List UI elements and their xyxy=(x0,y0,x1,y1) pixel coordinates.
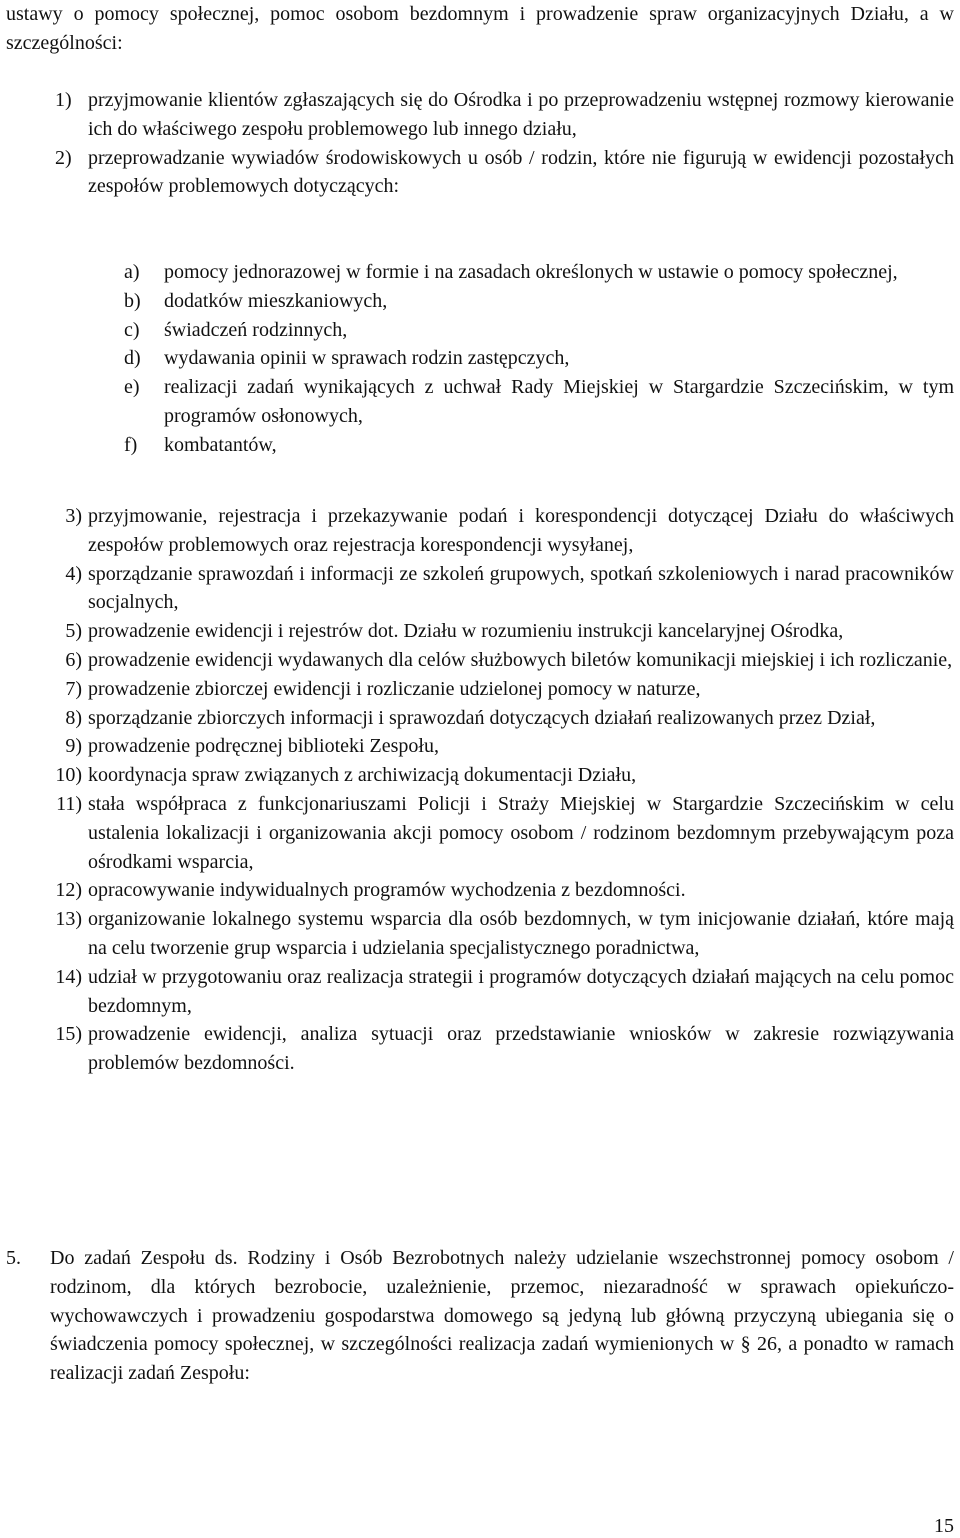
list-item-text: prowadzenie podręcznej biblioteki Zespołu, xyxy=(88,735,439,758)
list-item-number: 15) xyxy=(55,1023,82,1046)
sub-list-item-letter: e) xyxy=(124,376,140,399)
sub-list-item-letter: b) xyxy=(124,289,141,312)
list-item xyxy=(0,646,960,675)
list-item xyxy=(0,617,960,646)
list-item-text: przyjmowanie klientów zgłaszających się do Ośrodka i po przeprowadzeniu wstępnej rozmowy kierowanie ich do właściwego zespołu problemowego lub innego działu, xyxy=(88,89,954,140)
list-item-text: prowadzenie ewidencji, analiza sytuacji oraz przedstawianie wniosków w zakresie rozwiązywania problemów bezdomności. xyxy=(88,1023,954,1075)
list-item-text: przeprowadzanie wywiadów środowiskowych u osób / rodzin, które nie figurują w ewidencji pozostałych zespołów problemowych dotyczących: xyxy=(88,146,954,198)
sub-list-item-text: pomocy jednorazowej w formie i na zasadach określonych w ustawie o pomocy społecznej, xyxy=(164,261,898,283)
section-number: 5. xyxy=(6,1247,21,1269)
sub-list-item-letter: d) xyxy=(124,347,141,370)
task-list-b xyxy=(0,502,960,1078)
sub-list-item-letter: c) xyxy=(124,318,140,341)
section-paragraph xyxy=(0,1244,960,1388)
sub-list-item-text: dodatków mieszkaniowych, xyxy=(164,289,388,312)
list-item-text: prowadzenie ewidencji i rejestrów dot. Działu w rozumieniu instrukcji kancelaryjnej Ośrodka, xyxy=(88,620,844,643)
sub-list-item xyxy=(0,316,960,345)
sub-list-item-text: świadczeń rodzinnych, xyxy=(164,318,348,341)
sub-list-item xyxy=(0,344,960,373)
list-item-text: sporządzanie zbiorczych informacji i sprawozdań dotyczących działań realizowanych przez Dział, xyxy=(88,706,876,729)
list-item-text: prowadzenie zbiorczej ewidencji i rozliczanie udzielonej pomocy w naturze, xyxy=(88,677,701,700)
section-5 xyxy=(0,1244,960,1388)
sub-list-item-letter: a) xyxy=(124,261,140,283)
intro-paragraph: ustawy o pomocy społecznej, pomoc osobom bezdomnym i prowadzenie spraw organizacyjnych Działu, a w szczególności: xyxy=(6,3,954,54)
page-number: 15 xyxy=(934,1515,954,1537)
list-item-text: koordynacja spraw związanych z archiwizacją dokumentacji Działu, xyxy=(88,764,637,787)
list-item xyxy=(0,761,960,790)
list-item-number: 11) xyxy=(56,792,82,815)
sub-list-item-letter: f) xyxy=(124,433,138,456)
list-item xyxy=(0,144,960,202)
list-item-number: 1) xyxy=(55,89,72,111)
list-item xyxy=(0,732,960,761)
list-item xyxy=(0,675,960,704)
sub-list-item-text: realizacji zadań wynikających z uchwał Rady Miejskiej w Stargardzie Szczecińskim, w tym programów osłonowych, xyxy=(164,376,954,427)
list-item-number: 6) xyxy=(65,648,82,671)
list-item xyxy=(0,86,960,144)
list-item-number: 10) xyxy=(55,764,82,787)
list-item xyxy=(0,905,960,963)
sub-list-item xyxy=(0,373,960,431)
task-list-a xyxy=(0,86,960,201)
sub-list xyxy=(0,258,960,460)
list-item-number: 5) xyxy=(65,620,82,643)
list-item-number: 2) xyxy=(55,146,72,169)
list-item xyxy=(0,963,960,1021)
list-item-number: 13) xyxy=(55,908,82,931)
sub-list-item xyxy=(0,258,960,287)
list-item-number: 12) xyxy=(55,879,82,902)
list-item xyxy=(0,704,960,733)
sub-list-item-text: kombatantów, xyxy=(164,433,277,456)
list-item-text: stała współpraca z funkcjonariuszami Policji i Straży Miejskiej w Stargardzie Szczecińskim w celu ustalenia lokalizacji i organizowania akcji pomocy osobom / rodzinom bezdomnym przebywającym poza ośrodkami wsparcia, xyxy=(88,792,954,873)
list-item-number: 9) xyxy=(65,735,82,758)
list-item-text: przyjmowanie, rejestracja i przekazywanie podań i korespondencji dotyczącej Działu do właściwych zespołów problemowych oraz rejestracja korespondencji wysyłanej, xyxy=(88,505,954,556)
list-item xyxy=(0,790,960,876)
list-item-number: 14) xyxy=(55,965,82,988)
list-item-number: 8) xyxy=(65,706,82,729)
section-text: Do zadań Zespołu ds. Rodziny i Osób Bezrobotnych należy udzielanie wszechstronnej pomocy osobom / rodzinom, dla których bezrobocie, uzależnienie, przemoc, niezaradność w sprawach opiekuńczo-wychowawczych i prowadzeniu gospodarstwa domowego są jedyną lub główną przyczyną ubiegania się o świadczenia pomocy społecznej, w szczególności realizacja zadań wymienionych w § 26, a ponadto w ramach realizacji zadań Zespołu: xyxy=(50,1247,954,1385)
sub-list-item xyxy=(0,287,960,316)
list-item-number: 3) xyxy=(65,505,82,527)
list-item-text: sporządzanie sprawozdań i informacji ze szkoleń grupowych, spotkań szkoleniowych i narad pracowników socjalnych, xyxy=(88,562,954,614)
list-item-number: 7) xyxy=(65,677,82,700)
list-item xyxy=(0,560,960,618)
list-item-number: 4) xyxy=(65,562,82,585)
sub-list-item-text: wydawania opinii w sprawach rodzin zastępczych, xyxy=(164,347,570,370)
sub-list-item xyxy=(0,431,960,460)
list-item-text: organizowanie lokalnego systemu wsparcia dla osób bezdomnych, w tym inicjowanie działań, które mają na celu tworzenie grup wsparcia i udzielania specjalistycznego poradnictwa, xyxy=(88,908,954,959)
list-item-text: udział w przygotowaniu oraz realizacja strategii i programów dotyczących działań mających na celu pomoc bezdomnym, xyxy=(88,965,954,1017)
list-item-text: prowadzenie ewidencji wydawanych dla celów służbowych biletów komunikacji miejskiej i ich rozliczanie, xyxy=(88,648,953,671)
list-item xyxy=(0,1020,960,1078)
list-item xyxy=(0,502,960,560)
list-item xyxy=(0,876,960,905)
list-item-text: opracowywanie indywidualnych programów wychodzenia z bezdomności. xyxy=(88,879,686,902)
